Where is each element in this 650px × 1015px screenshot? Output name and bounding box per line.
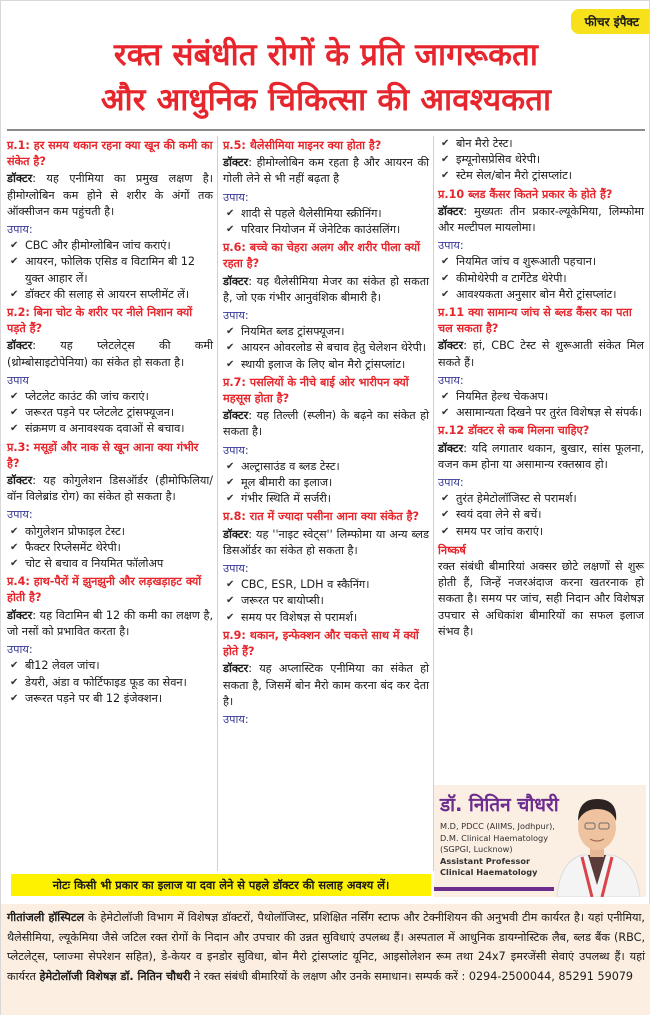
question: प्र.3: मसूड़ों और नाक से खून आना क्या गंभीर है? [7, 440, 199, 470]
headline-line-2: और आधुनिक चिकित्सा की आवश्यकता [100, 82, 552, 118]
qa-block-1 [7, 138, 213, 303]
doctor-department: Clinical Haematology [440, 867, 538, 877]
list-item: ✔ जरूरत पर बायोप्सी। [223, 593, 429, 609]
doctor-label: डॉक्टर [223, 156, 249, 170]
remedy-list [7, 658, 213, 707]
check-icon: ✔ [441, 256, 450, 268]
doctor-credentials: M.D, PDCC (AIIMS, Jodhpur), D.M. Clinical Haematology (SGPGI, Lucknow) Assistant Professor Clinical Haematology [440, 821, 560, 879]
column-divider [217, 136, 218, 871]
feature-impact-badge: फीचर इंपैक्ट [571, 9, 649, 34]
qa-block-8 [223, 509, 429, 625]
doctor-label: डॉक्टर [438, 339, 464, 353]
question: प्र.9: थकान, इन्फेक्शन और चकत्ते साथ में क्यों होते हैं? [223, 628, 419, 659]
specialist-name: हेमेटोलॉजी विशेषज्ञ डॉ. नितिन चौधरी [39, 969, 191, 983]
list-item: ✔ CBC और हीमोग्लोबिन जांच कराएं। [7, 238, 213, 254]
answer: डॉक्टर: यह थैलेसीमिया मेजर का संकेत हो सकता है, जो एक गंभीर आनुवंशिक बीमारी है। [223, 274, 429, 304]
qa-block-2 [7, 305, 213, 438]
answer: डॉक्टर: यह विटामिन बी 12 की कमी का लक्षण है, जो नसों को प्रभावित करता है। [7, 608, 213, 638]
headline-line-1: रक्त संबंधीत रोगों के प्रति जागरूकता [113, 37, 539, 73]
doctor-label: डॉक्टर [7, 474, 33, 488]
list-item: ✔ शादी से पहले थैलेसीमिया स्क्रीनिंग। [223, 206, 429, 222]
list-item: ✔ समय पर विशेषज्ञ से परामर्श। [223, 610, 429, 626]
question: प्र.8: रात में ज्यादा पसीना आना क्या संकेत है? [223, 510, 419, 524]
question: प्र.5: थैलेसीमिया माइनर क्या होता है? [223, 139, 382, 152]
question: प्र.7: पसलियों के नीचे बाई ओर भारीपन क्यों महसूस होता है? [223, 375, 409, 406]
answer: डॉक्टर: यह अप्लास्टिक एनीमिया का संकेत हो सकता है, जिसमें बोन मैरो काम करना बंद कर देता है। [223, 662, 429, 708]
list-item: ✔ बी12 लेवल जांच। [7, 658, 213, 674]
list-item: ✔ नियमित ब्लड ट्रांसफ्यूजन। [223, 324, 429, 340]
remedy-label: उपाय: [223, 712, 249, 726]
doctor-name: डॉ. नितिन चौधरी [440, 794, 559, 816]
remedy-list [7, 238, 213, 303]
list-item: ✔ आयरन, फोलिक एसिड व विटामिन बी 12 युक्त आहार लें। [10, 255, 196, 285]
check-icon: ✔ [10, 288, 19, 300]
check-icon: ✔ [10, 541, 19, 553]
check-icon: ✔ [441, 288, 450, 300]
remedy-label: उपाय [7, 373, 29, 387]
list-item: ✔ स्थायी इलाज के लिए बोन मैरो ट्रांसप्लांट। [223, 357, 429, 373]
accent-bar [434, 887, 554, 891]
remedy-label: उपाय: [438, 476, 464, 490]
check-icon: ✔ [226, 207, 235, 219]
check-icon: ✔ [441, 493, 450, 505]
list-item: ✔ स्वयं दवा लेने से बचें। [438, 507, 644, 523]
question: प्र.12 डॉक्टर से कब मिलना चाहिए? [438, 424, 590, 438]
answer: डॉक्टर: हां, CBC टेस्ट से शुरूआती संकेत मिल सकते हैं। [438, 339, 644, 369]
qa-block-12 [438, 423, 644, 539]
headline-divider [7, 129, 645, 131]
qa-block-4 [7, 574, 213, 707]
qa-block-5 [223, 138, 429, 238]
doctor-label: डॉक्टर [7, 339, 33, 353]
check-icon: ✔ [226, 326, 235, 338]
check-icon: ✔ [10, 407, 19, 419]
remedy-label: उपाय: [7, 223, 33, 237]
remedy-label: उपाय: [223, 190, 249, 204]
list-item: ✔ प्लेटलेट काउंट की जांच कराएं। [7, 389, 213, 405]
doctor-label: डॉक्टर [223, 662, 249, 676]
list-item: ✔ फैक्टर रिप्लेसमेंट थेरेपी। [7, 540, 213, 556]
check-icon: ✔ [226, 595, 235, 607]
qa-block-7 [223, 375, 429, 508]
hospital-info-footer: गीतांजली हॉस्पिटल के हेमेटोलॉजी विभाग में विशेषज्ञ डॉक्टरों, पैथोलॉजिस्ट, प्रशिक्षित नर्सिंग स्टाफ और टेक्नीशियन की अनुभवी टीम कार्यरत है। यहां एनीमिया, थैलेसीमिया, ल्यूकेमिया जैसे जटिल रक्त रोगों के निदान और उपचार की उन्नत सुविधाएं उपलब्ध हैं। अस्पताल में आधुनिक डायग्नोस्टिक लैब, ब्लड बैंक (RBC, प्लेटलेट्स, प्लाज्मा सेपरेशन सहित), डे-केयर व इनडोर सुविधा, बोन मैरो ट्रांसप्लांट यूनिट, आइसोलेशन रूम तथा 24x7 इमरजेंसी सेवाएं उपलब्ध हैं। यहां कार्यरत हेमेटोलॉजी विशेषज्ञ डॉ. नितिन चौधरी ने रक्त संबंधी बीमारियों के लक्षण और उनके समाधान। सम्पर्क करें : 0294-2500044, 85291 59079 [1, 904, 650, 1015]
question: प्र.10 ब्लड कैंसर कितने प्रकार के होते हैं? [438, 187, 613, 201]
remedy-list [438, 254, 644, 303]
column-3 [438, 136, 644, 640]
answer: डॉक्टर: यह कोगुलेशन डिसऑर्डर (हीमोफिलिया/वॉन विलेब्रांड रोग) का संकेत हो सकता है। [7, 474, 213, 504]
conclusion-text: रक्त संबंधी बीमारियां अक्सर छोटे लक्षणों से शुरू होती हैं, जिन्हें नजरअंदाज करना खतरनाक हो सकता है। समय पर जांच, सही निदान और विशेषज्ञ उपचार से अधिकांश बीमारियों का सफल इलाज संभव है। [438, 560, 644, 638]
doctor-label: डॉक्टर [7, 172, 33, 186]
check-icon: ✔ [441, 391, 450, 403]
check-icon: ✔ [441, 509, 450, 521]
answer: डॉक्टर: यह ''नाइट स्वेट्स'' लिम्फोमा या अन्य ब्लड डिसऑर्डर का संकेत हो सकता है। [223, 527, 429, 557]
check-icon: ✔ [10, 391, 19, 403]
check-icon: ✔ [226, 579, 235, 591]
column-divider [433, 136, 434, 871]
list-item: ✔ अल्ट्रासाउंड व ब्लड टेस्ट। [223, 459, 429, 475]
check-icon: ✔ [441, 525, 450, 537]
list-item: ✔ बोन मैरो टेस्ट। [438, 136, 644, 152]
remedy-label: उपाय: [223, 562, 249, 576]
remedy-list [223, 459, 429, 508]
list-item: ✔ गंभीर स्थिति में सर्जरी। [223, 491, 429, 507]
check-icon: ✔ [441, 272, 450, 284]
remedy-list [7, 389, 213, 438]
conclusion-heading: निष्कर्ष [438, 543, 466, 557]
check-icon: ✔ [226, 493, 235, 505]
doctor-label: डॉक्टर [438, 204, 464, 218]
list-item: ✔ नियमित हेल्थ चेकअप। [438, 389, 644, 405]
remedy-list [438, 136, 644, 185]
answer: डॉक्टर: मुख्यतः तीन प्रकार-ल्यूकेमिया, लिम्फोमा और मल्टीपल मायलोमा। [438, 204, 644, 235]
list-item: ✔ जरूरत पड़ने पर बी 12 इंजेक्शन। [7, 691, 213, 707]
answer: डॉक्टर: यह तिल्ली (स्प्लीन) के बढ़ने का संकेत हो सकता है। [223, 409, 429, 439]
answer: डॉक्टर: यह एनीमिया का प्रमुख लक्षण है। हीमोग्लोबिन कम होने से शरीर के अंगों तक ऑक्सीजन कम पहुंचती है। [7, 172, 213, 218]
list-item: ✔ परिवार नियोजन में जेनेटिक काउंसलिंग। [223, 222, 429, 238]
column-2 [223, 136, 429, 728]
doctor-label: डॉक्टर [223, 527, 249, 541]
remedy-list [7, 524, 213, 573]
answer: डॉक्टर: यह प्लेटलेट्स की कमी (थ्रोम्बोसाइटोपेनिया) का संकेत हो सकता है। [7, 339, 213, 369]
list-item: ✔ संक्रमण व अनावश्यक दवाओं से बचाव। [7, 421, 213, 437]
check-icon: ✔ [226, 224, 235, 236]
check-icon: ✔ [10, 676, 19, 688]
hospital-name: गीतांजली हॉस्पिटल [7, 911, 85, 924]
check-icon: ✔ [10, 240, 19, 252]
check-icon: ✔ [10, 256, 19, 268]
question: प्र.2: बिना चोट के शरीर पर नीले निशान क्यों पड़ते हैं? [7, 306, 193, 336]
doctor-label: डॉक्टर [438, 441, 464, 455]
list-item: ✔ मूल बीमारी का इलाज। [223, 475, 429, 491]
contact-info: सम्पर्क करें : 0294-2500044, 85291 59079 [415, 969, 634, 983]
list-item: ✔ स्टेम सेल/बोन मैरो ट्रांसप्लांट। [438, 168, 644, 184]
question: प्र.4: हाथ-पैरों में झुनझुनी और लड़खड़ाहट क्यों होती है? [7, 575, 202, 605]
qa-block-9 [223, 628, 429, 728]
list-item: ✔ जरूरत पड़ने पर प्लेटलेट ट्रांसफ्यूजन। [7, 405, 213, 421]
list-item: ✔ कीमोथेरेपी व टार्गेटेड थेरेपी। [438, 271, 644, 287]
remedy-label: उपाय: [438, 373, 464, 387]
question: प्र.1: हर समय थकान रहना क्या खून की कमी का संकेत है? [7, 139, 213, 169]
check-icon: ✔ [10, 423, 19, 435]
list-item: ✔ चोट से बचाव व नियमित फॉलोअप [7, 556, 213, 572]
doctor-label: डॉक्टर [223, 409, 249, 423]
doctor-portrait-image [552, 789, 642, 897]
remedy-list [438, 491, 644, 540]
remedy-list [223, 577, 429, 626]
check-icon: ✔ [226, 342, 235, 354]
check-icon: ✔ [226, 460, 235, 472]
remedy-label: उपाय: [223, 443, 249, 457]
remedy-list [223, 206, 429, 238]
check-icon: ✔ [226, 358, 235, 370]
check-icon: ✔ [441, 154, 450, 166]
list-item: ✔ CBC, ESR, LDH व स्कैनिंग। [223, 577, 429, 593]
check-icon: ✔ [226, 611, 235, 623]
check-icon: ✔ [441, 138, 450, 149]
remedy-list [438, 389, 644, 421]
remedy-label: उपाय: [438, 239, 464, 253]
advisory-note: नोटः किसी भी प्रकार का इलाज या दवा लेने से पहले डॉक्टर की सलाह अवश्य लें। [11, 874, 431, 896]
check-icon: ✔ [10, 558, 19, 570]
question: प्र.6: बच्चे का चेहरा अलग और शरीर पीला क्यों रहता है? [223, 241, 420, 271]
list-item: ✔ नियमित जांच व शुरूआती पहचान। [438, 254, 644, 270]
doctor-title: Assistant Professor [440, 855, 530, 866]
list-item: ✔ डेयरी, अंडा व फोर्टिफाइड फूड का सेवन। [7, 675, 213, 691]
list-item: ✔ असामान्यता दिखने पर तुरंत विशेषज्ञ से संपर्क। [438, 405, 644, 421]
check-icon: ✔ [10, 525, 19, 537]
remedy-label: उपाय: [7, 643, 33, 657]
list-item: ✔ आयरन ओवरलोड से बचाव हेतु चेलेशन थेरेपी। [223, 340, 429, 356]
check-icon: ✔ [10, 660, 19, 672]
list-item: ✔ आवश्यकता अनुसार बोन मैरो ट्रांसप्लांट। [438, 287, 644, 303]
answer: डॉक्टर: हीमोग्लोबिन कम रहता है और आयरन की गोली लेने से भी नहीं बढ़ता है [223, 156, 429, 186]
qa-block-6 [223, 240, 429, 373]
remedy-label: उपाय: [223, 309, 249, 323]
column-1 [7, 136, 213, 707]
doctor-label: डॉक्टर [7, 608, 33, 622]
check-icon: ✔ [441, 407, 450, 419]
qa-block-10 [438, 187, 644, 303]
list-item: ✔ समय पर जांच कराएं। [438, 524, 644, 540]
list-item: ✔ तुरंत हेमेटोलॉजिस्ट से परामर्श। [438, 491, 644, 507]
remedy-label: उपाय: [7, 508, 33, 522]
check-icon: ✔ [10, 692, 19, 704]
check-icon: ✔ [441, 170, 450, 182]
remedy-list [223, 324, 429, 373]
list-item: ✔ इम्यूनोसप्रेसिव थेरेपी। [438, 152, 644, 168]
question: प्र.11 क्या सामान्य जांच से ब्लड कैंसर का पता चल सकता है? [438, 306, 632, 336]
answer: डॉक्टर: यदि लगातार थकान, बुखार, सांस फूलना, वजन कम होना या असामान्य रक्तस्राव हो। [438, 441, 644, 471]
doctor-label: डॉक्टर [223, 274, 249, 288]
qa-block-11 [438, 305, 644, 421]
qa-block-3 [7, 440, 213, 573]
doctor-card [434, 785, 646, 897]
list-item: ✔ कोगुलेशन प्रोफाइल टेस्ट। [7, 524, 213, 540]
check-icon: ✔ [226, 477, 235, 489]
list-item: ✔ डॉक्टर की सलाह से आयरन सप्लीमेंट लें। [7, 287, 213, 303]
conclusion-block [438, 543, 644, 640]
